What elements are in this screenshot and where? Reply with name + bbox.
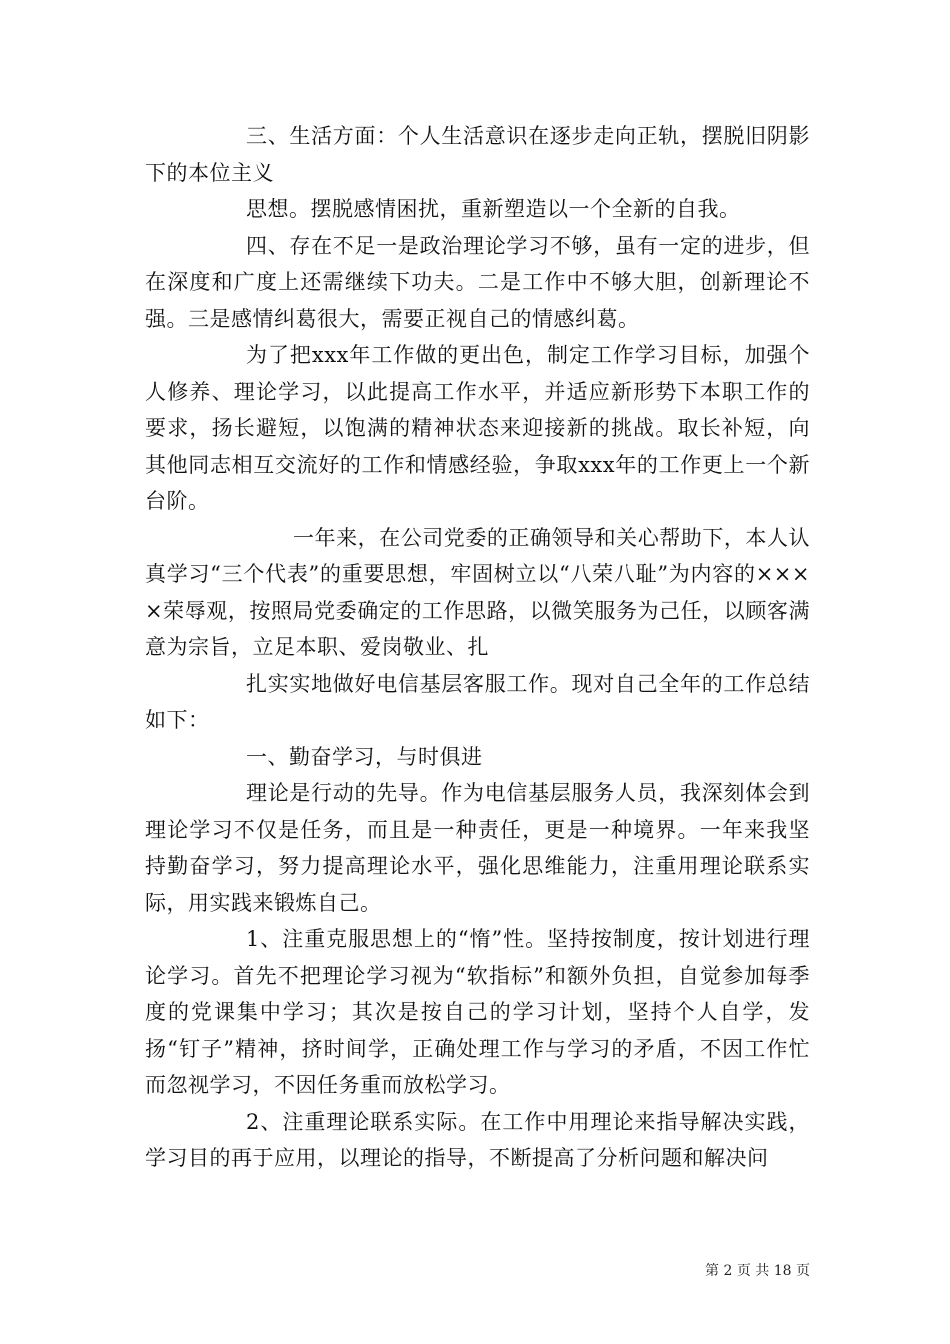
paragraph-summary-intro: 扎实实地做好电信基层客服工作。现对自己全年的工作总结如下：	[145, 671, 810, 732]
paragraph-point-2: 2、注重理论联系实际。在工作中用理论来指导解决实践，学习目的再于应用，以理论的指导，不断提高了分析问题和解决问	[145, 1109, 810, 1170]
paragraph-shortcomings: 四、存在不足一是政治理论学习不够，虽有一定的进步，但在深度和广度上还需继续下功夫。二是工作中不够大胆，创新理论不强。三是感情纠葛很大，需要正视自己的情感纠葛。	[145, 233, 810, 331]
paragraph-life-continued: 思想。摆脱感情困扰，重新塑造以一个全新的自我。	[246, 197, 741, 221]
section-heading-study: 一、勤奋学习，与时俱进	[246, 744, 483, 769]
paragraph-year-review: 一年来，在公司党委的正确领导和关心帮助下，本人认真学习“三个代表”的重要思想，牢固树立以“八荣八耻”为内容的××××荣辱观，按照局党委确定的工作思路，以微笑服务为己任，以顾客满意为宗旨，立足本职、爱岗敬业、扎	[145, 525, 810, 659]
document-body	[145, 118, 810, 1177]
paragraph-point-1: 1、注重克服思想上的“惰”性。坚持按制度，按计划进行理论学习。首先不把理论学习视为“软指标”和额外负担，自觉参加每季度的党课集中学习；其次是按自己的学习计划，坚持个人自学，发扬“钉子”精神，挤时间学，正确处理工作与学习的矛盾，不因工作忙而忽视学习，不因任务重而放松学习。	[145, 927, 810, 1097]
paragraph-theory: 理论是行动的先导。作为电信基层服务人员，我深刻体会到理论学习不仅是任务，而且是一种责任，更是一种境界。一年来我坚持勤奋学习，努力提高理论水平，强化思维能力，注重用理论联系实际，用实践来锻炼自己。	[145, 781, 810, 915]
paragraph-life: 三、生活方面：个人生活意识在逐步走向正轨，摆脱旧阴影下的本位主义	[145, 124, 810, 185]
paragraph-goals: 为了把xxx年工作做的更出色，制定工作学习目标，加强个人修养、理论学习，以此提高工作水平，并适应新形势下本职工作的要求，扬长避短，以饱满的精神状态来迎接新的挑战。取长补短，向其他同志相互交流好的工作和情感经验，争取xxx年的工作更上一个新台阶。	[145, 343, 810, 513]
page-number-footer: 第 2 页 共 18 页	[705, 1263, 810, 1279]
